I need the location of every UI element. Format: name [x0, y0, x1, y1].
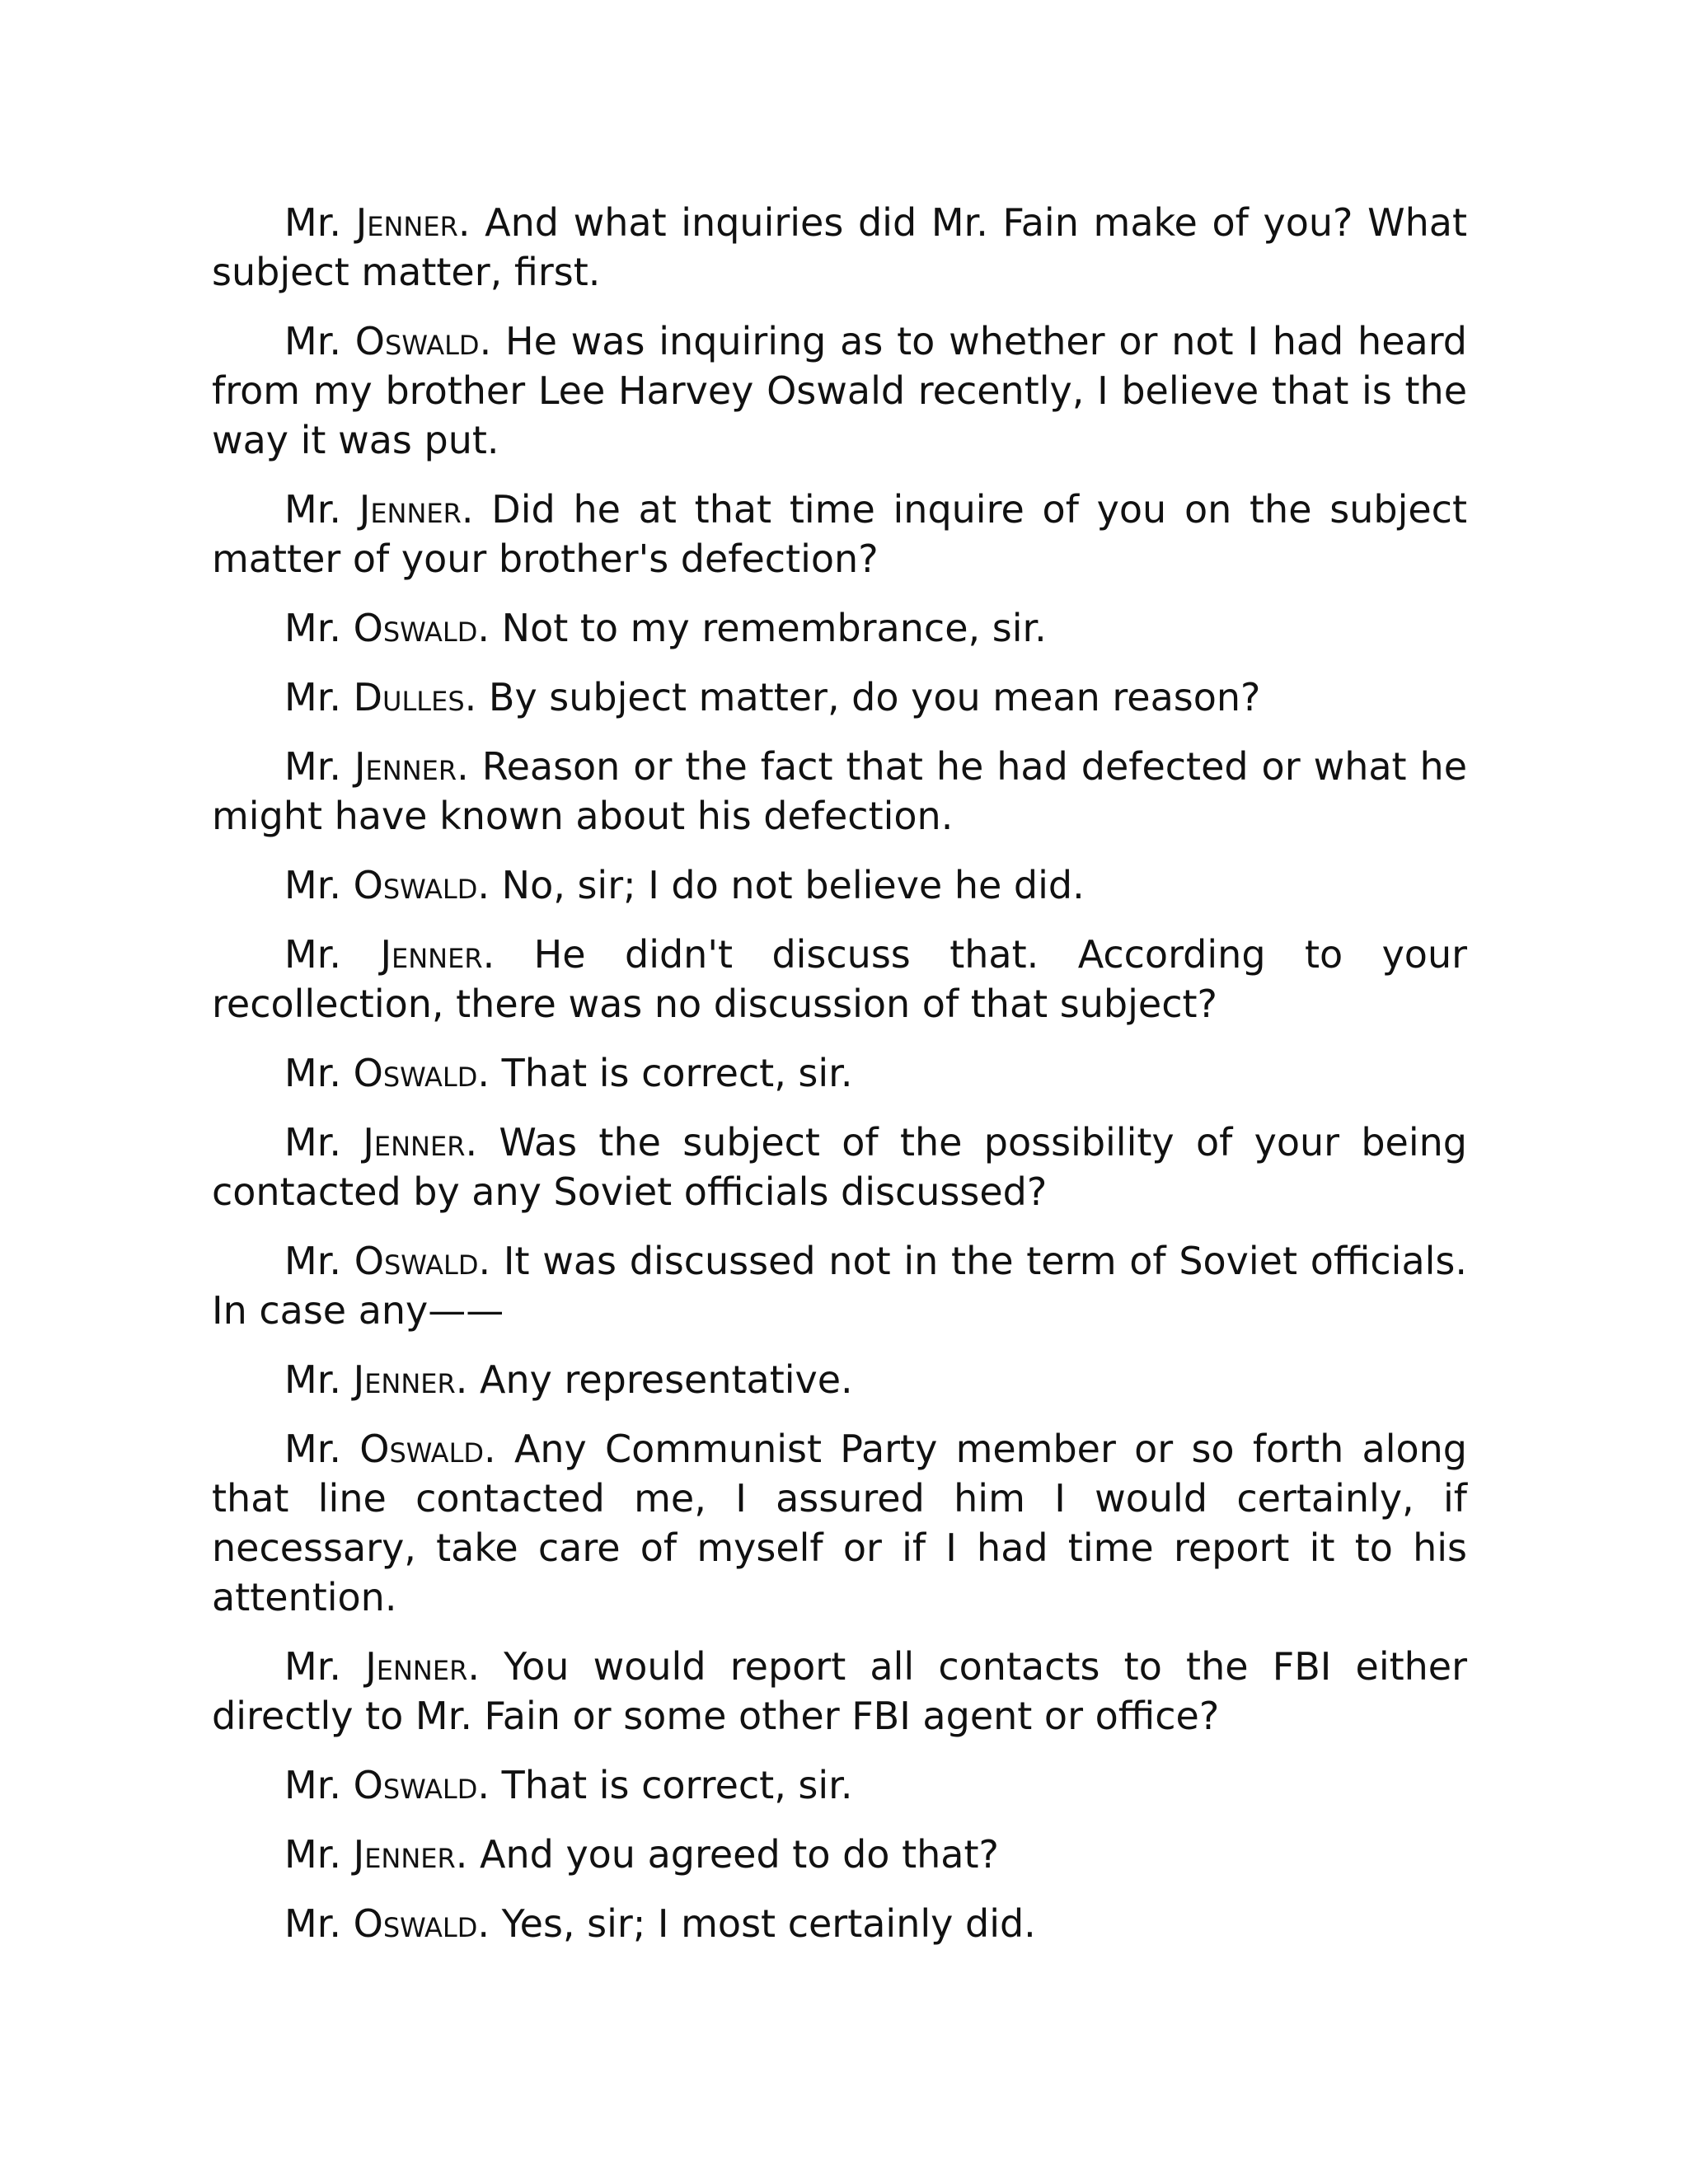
speaker-title: Mr. — [284, 487, 341, 532]
speaker-title: Mr. — [284, 1427, 341, 1471]
testimony-paragraph: Mr. Jenner. He didn't discuss that. According to your recollection, there was no discussion of that subject? — [212, 932, 1468, 1026]
testimony-text: It was discussed not in the term of Soviet officials. In case any—— — [212, 1239, 1468, 1333]
testimony-paragraph: Mr. Oswald. That is correct, sir. — [284, 1051, 853, 1095]
speaker-name: Oswald — [359, 1427, 485, 1471]
testimony-text: And you agreed to do that? — [480, 1832, 999, 1877]
speaker-title: Mr. — [284, 1644, 341, 1689]
testimony-text: By subject matter, do you mean reason? — [488, 675, 1261, 719]
speaker-name: Jenner — [353, 1832, 456, 1877]
speaker-title: Mr. — [284, 1357, 341, 1402]
speaker-name: Jenner — [355, 200, 458, 245]
speaker-title: Mr. — [284, 675, 341, 719]
testimony-paragraph: Mr. Oswald. Not to my remembrance, sir. — [284, 606, 1047, 650]
testimony-paragraph: Mr. Oswald. Yes, sir; I most certainly did. — [284, 1901, 1036, 1946]
speaker-name: Jenner — [380, 932, 483, 977]
testimony-paragraph: Mr. Oswald. Any Communist Party member or so forth along that line contacted me, I assured him I would certainly, if necessary, take care of myself or if I had time report it to his attention. — [212, 1427, 1468, 1619]
speaker-name: Oswald — [354, 1239, 479, 1283]
speaker-title: Mr. — [284, 319, 341, 363]
speaker-name: Dulles — [353, 675, 465, 719]
testimony-paragraph: Mr. Dulles. By subject matter, do you mean reason? — [284, 675, 1261, 719]
testimony-paragraph: Mr. Oswald. It was discussed not in the term of Soviet officials. In case any—— — [212, 1239, 1468, 1333]
testimony-text: That is correct, sir. — [501, 1051, 853, 1095]
speaker-name: Jenner — [365, 1644, 468, 1689]
speaker-name: Jenner — [363, 1120, 466, 1165]
speaker-name: Oswald — [353, 1901, 478, 1946]
speaker-title: Mr. — [284, 1120, 341, 1165]
speaker-name: Jenner — [353, 1357, 456, 1402]
speaker-title: Mr. — [284, 1901, 341, 1946]
testimony-text: He was inquiring as to whether or not I had heard from my brother Lee Harvey Oswald recently, I believe that is the way it was put. — [212, 319, 1467, 462]
testimony-text: Not to my remembrance, sir. — [501, 606, 1047, 650]
speaker-title: Mr. — [284, 863, 341, 907]
testimony-paragraph: Mr. Jenner. You would report all contacts to the FBI either directly to Mr. Fain or some other FBI agent or office? — [212, 1644, 1468, 1738]
speaker-title: Mr. — [284, 1763, 341, 1807]
speaker-name: Oswald — [353, 1051, 478, 1095]
testimony-paragraph: Mr. Jenner. Was the subject of the possibility of your being contacted by any Soviet officials discussed? — [212, 1120, 1467, 1214]
speaker-title: Mr. — [284, 1239, 341, 1283]
testimony-paragraph: Mr. Oswald. No, sir; I do not believe he did. — [284, 863, 1085, 907]
speaker-name: Oswald — [353, 863, 478, 907]
testimony-text: Did he at that time inquire of you on the subject matter of your brother's defection? — [212, 487, 1467, 581]
speaker-title: Mr. — [284, 1832, 341, 1877]
speaker-title: Mr. — [284, 744, 341, 789]
speaker-title: Mr. — [284, 606, 341, 650]
testimony-paragraph: Mr. Jenner. And you agreed to do that? — [284, 1832, 999, 1877]
testimony-paragraph: Mr. Jenner. Any representative. — [284, 1357, 853, 1402]
speaker-title: Mr. — [284, 1051, 341, 1095]
testimony-paragraph: Mr. Jenner. And what inquiries did Mr. Fain make of you? What subject matter, first. — [212, 200, 1468, 294]
speaker-name: Oswald — [353, 1763, 478, 1807]
testimony-text: Was the subject of the possibility of your being contacted by any Soviet officials discussed? — [212, 1120, 1467, 1214]
testimony-text: Any representative. — [480, 1357, 853, 1402]
testimony-text: Reason or the fact that he had defected or what he might have known about his defection. — [212, 744, 1467, 838]
testimony-paragraph: Mr. Jenner. Reason or the fact that he had defected or what he might have known about his defection. — [212, 744, 1467, 838]
testimony-text: And what inquiries did Mr. Fain make of you? What subject matter, first. — [212, 200, 1468, 294]
speaker-name: Jenner — [359, 487, 462, 532]
testimony-text: He didn't discuss that. According to your recollection, there was no discussion of that subject? — [212, 932, 1468, 1026]
speaker-name: Jenner — [354, 744, 457, 789]
speaker-name: Oswald — [354, 319, 480, 363]
testimony-transcript — [212, 198, 1467, 1968]
testimony-paragraph: Mr. Jenner. Did he at that time inquire of you on the subject matter of your brother's defection? — [212, 487, 1467, 581]
testimony-text: Yes, sir; I most certainly did. — [501, 1901, 1036, 1946]
testimony-paragraph: Mr. Oswald. He was inquiring as to whether or not I had heard from my brother Lee Harvey Oswald recently, I believe that is the way it was put. — [212, 319, 1467, 462]
speaker-title: Mr. — [284, 200, 341, 245]
speaker-name: Oswald — [353, 606, 478, 650]
testimony-text: Any Communist Party member or so forth along that line contacted me, I assured him I would certainly, if necessary, take care of myself or if I had time report it to his attention. — [212, 1427, 1468, 1619]
testimony-text: No, sir; I do not believe he did. — [501, 863, 1085, 907]
testimony-text: That is correct, sir. — [501, 1763, 853, 1807]
testimony-text: You would report all contacts to the FBI either directly to Mr. Fain or some other FBI agent or office? — [212, 1644, 1468, 1738]
speaker-title: Mr. — [284, 932, 341, 977]
testimony-paragraph: Mr. Oswald. That is correct, sir. — [284, 1763, 853, 1807]
